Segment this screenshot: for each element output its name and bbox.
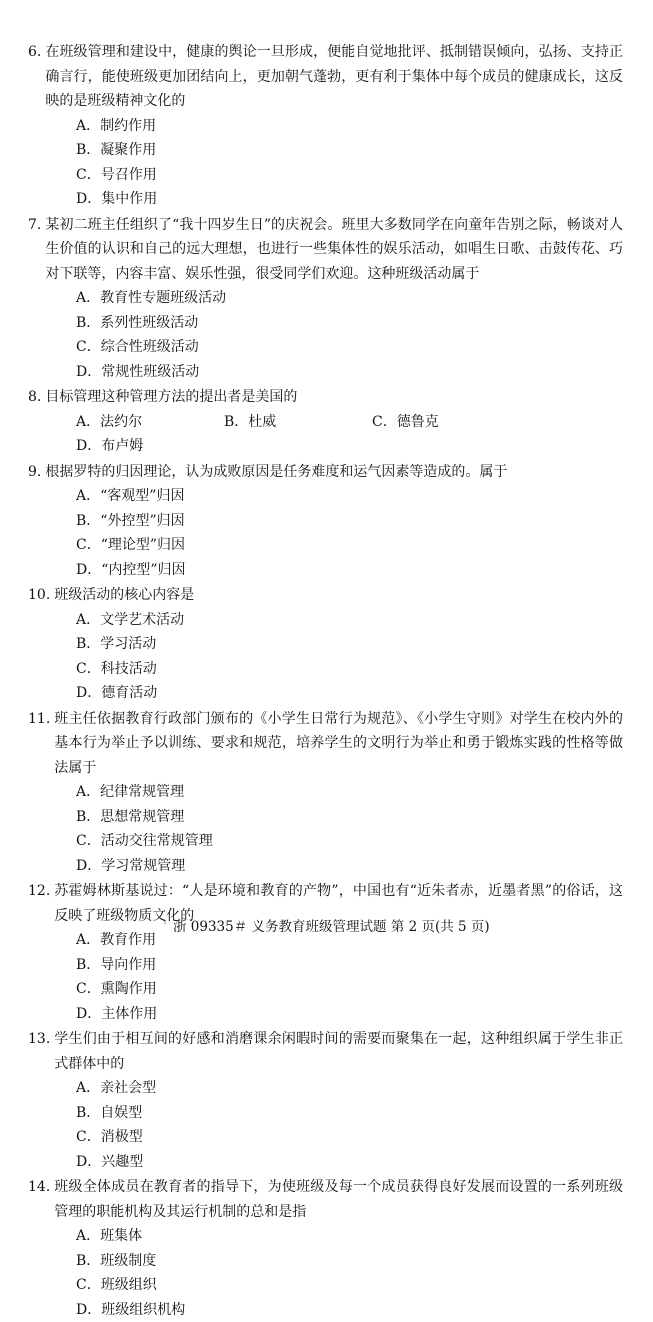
option-letter: C．: [76, 1273, 101, 1298]
option-text: 班集体: [100, 1228, 142, 1244]
option-letter: D．: [76, 558, 101, 583]
option-text: 班级制度: [100, 1253, 156, 1269]
option-list: [28, 1224, 623, 1322]
question-number: 12.: [28, 879, 54, 928]
option-text: 班级组织: [101, 1277, 157, 1293]
option-text: 布卢姆: [101, 438, 143, 454]
option-text: 制约作用: [100, 118, 156, 134]
option-text: 自娱型: [100, 1105, 142, 1121]
option-d: [76, 558, 372, 583]
question-item: [28, 460, 623, 583]
option-letter: C．: [76, 829, 101, 854]
option-text: 号召作用: [101, 167, 157, 183]
question-number: 8.: [28, 385, 45, 410]
option-c: [76, 163, 372, 188]
option-a: [76, 286, 372, 311]
option-a: [76, 608, 372, 633]
option-letter: A．: [76, 928, 100, 953]
question-item: [28, 879, 623, 1026]
option-letter: A．: [76, 484, 100, 509]
question-number: 9.: [28, 460, 45, 485]
option-text: 常规性班级活动: [101, 364, 199, 380]
question-number: 13.: [28, 1027, 54, 1076]
option-letter: A．: [76, 114, 100, 139]
question-stem: [28, 213, 623, 287]
question-list: [28, 40, 623, 1322]
question-item: [28, 213, 623, 385]
question-number: 6.: [28, 40, 45, 114]
option-letter: C．: [76, 1125, 101, 1150]
option-text: 教育作用: [100, 932, 156, 948]
option-text: 文学艺术活动: [100, 612, 184, 628]
option-letter: D．: [76, 854, 101, 879]
option-letter: B．: [76, 953, 100, 978]
option-text: 德鲁克: [397, 414, 439, 430]
question-text: 根据罗特的归因理论，认为成败原因是任务难度和运气因素等造成的。属于: [45, 460, 623, 485]
option-letter: A．: [76, 1076, 100, 1101]
option-c: [76, 335, 372, 360]
question-stem: [28, 583, 623, 608]
question-text: 苏霍姆林斯基说过：“人是环境和教育的产物”，中国也有“近朱者赤，近墨者黑”的俗话，这反映了班级物质文化的: [54, 879, 623, 928]
option-letter: A．: [76, 780, 100, 805]
option-text: “外控型”归因: [100, 513, 184, 529]
question-item: [28, 1027, 623, 1174]
option-letter: C．: [76, 533, 101, 558]
question-stem: [28, 707, 623, 781]
question-stem: [28, 1175, 623, 1224]
page-footer: [0, 915, 653, 935]
option-text: 活动交往常规管理: [101, 833, 213, 849]
option-d: [76, 854, 372, 879]
option-d: [76, 187, 372, 212]
option-list: [28, 780, 623, 878]
option-text: 杜威: [248, 414, 276, 430]
question-number: 14.: [28, 1175, 54, 1224]
option-text: 教育性专题班级活动: [100, 290, 226, 306]
option-text: 凝聚作用: [100, 142, 156, 158]
option-letter: B．: [76, 632, 100, 657]
option-b: [76, 805, 372, 830]
option-letter: B．: [76, 805, 100, 830]
option-text: 兴趣型: [101, 1154, 143, 1170]
question-text: 学生们由于相互间的好感和消磨课余闲暇时间的需要而聚集在一起，这种组织属于学生非正式群体中的: [54, 1027, 623, 1076]
option-letter: A．: [76, 608, 100, 633]
option-text: 班级组织机构: [101, 1302, 185, 1318]
option-d: [76, 681, 372, 706]
option-b: [76, 1101, 372, 1126]
option-b: [76, 632, 372, 657]
footer-text: 浙 09335＃ 义务教育班级管理试题 第 2 页(共 5 页): [173, 919, 490, 935]
question-text: 目标管理这种管理方法的提出者是美国的: [45, 385, 623, 410]
question-text: 班主任依据教育行政部门颁布的《小学生日常行为规范》、《小学生守则》对学生在校内外的基本行为举止予以训练、要求和规范，培养学生的文明行为举止和勇于锻炼实践的性格等做法属于: [54, 707, 623, 781]
option-text: “内控型”归因: [101, 562, 185, 578]
option-c: [372, 410, 520, 435]
option-a: [76, 780, 372, 805]
option-letter: B．: [76, 1101, 100, 1126]
option-c: [76, 657, 372, 682]
option-list: [28, 928, 623, 1026]
option-text: 集中作用: [101, 191, 157, 207]
option-d: [76, 1002, 372, 1027]
question-text: 班级活动的核心内容是: [54, 583, 623, 608]
option-letter: D．: [76, 187, 101, 212]
question-number: 11.: [28, 707, 54, 781]
option-c: [76, 1273, 372, 1298]
option-b: [76, 138, 372, 163]
option-a: [76, 410, 224, 435]
footer-mark: ': [163, 919, 167, 935]
option-b: [76, 1249, 372, 1274]
option-d: [76, 434, 224, 459]
option-text: 科技活动: [101, 661, 157, 677]
option-letter: D．: [76, 434, 101, 459]
option-letter: D．: [76, 1298, 101, 1322]
option-text: 熏陶作用: [101, 981, 157, 997]
option-letter: D．: [76, 1150, 101, 1175]
question-stem: [28, 1027, 623, 1076]
option-b: [76, 311, 372, 336]
option-letter: B．: [76, 509, 100, 534]
option-letter: D．: [76, 681, 101, 706]
question-stem: [28, 460, 623, 485]
option-text: 综合性班级活动: [101, 339, 199, 355]
question-text: 在班级管理和建设中，健康的舆论一旦形成，便能自觉地批评、抵制错误倾向，弘扬、支持正确言行，能使班级更加团结向上，更加朝气蓬勃，更有利于集体中每个成员的健康成长，这反映的是班级精神文化的: [45, 40, 623, 114]
question-item: [28, 1175, 623, 1322]
option-letter: B．: [76, 311, 100, 336]
option-letter: C．: [76, 977, 101, 1002]
option-d: [76, 1150, 372, 1175]
question-stem: [28, 385, 623, 410]
option-b: [76, 509, 372, 534]
option-list: [28, 114, 623, 212]
option-letter: C．: [372, 410, 397, 435]
option-b: [76, 953, 372, 978]
option-letter: D．: [76, 360, 101, 385]
option-letter: B．: [76, 1249, 100, 1274]
option-letter: A．: [76, 286, 100, 311]
question-item: [28, 707, 623, 879]
question-item: [28, 40, 623, 212]
option-c: [76, 533, 372, 558]
option-text: 系列性班级活动: [100, 315, 198, 331]
question-text: 班级全体成员在教育者的指导下，为使班级及每一个成员获得良好发展而设置的一系列班级管理的职能机构及其运行机制的总和是指: [54, 1175, 623, 1224]
question-number: 7.: [28, 213, 45, 287]
option-a: [76, 484, 372, 509]
option-list: [28, 608, 623, 706]
option-text: 学习常规管理: [101, 858, 185, 874]
option-text: 纪律常规管理: [100, 784, 184, 800]
option-text: 法约尔: [100, 414, 142, 430]
option-c: [76, 977, 372, 1002]
option-c: [76, 829, 372, 854]
option-text: 消极型: [101, 1129, 143, 1145]
option-text: “理论型”归因: [101, 537, 185, 553]
question-stem: [28, 40, 623, 114]
question-item: [28, 385, 623, 459]
option-text: 亲社会型: [100, 1080, 156, 1096]
option-text: 学习活动: [100, 636, 156, 652]
option-letter: C．: [76, 335, 101, 360]
question-text: 某初二班主任组织了“我十四岁生日”的庆祝会。班里大多数同学在向童年告别之际，畅谈对人生价值的认识和自己的远大理想，也进行一些集体性的娱乐活动，如唱生日歌、击鼓传花、巧对下联等，内容丰富、娱乐性强，很受同学们欢迎。这种班级活动属于: [45, 213, 623, 287]
option-text: “客观型”归因: [100, 488, 184, 504]
option-d: [76, 360, 372, 385]
option-c: [76, 1125, 372, 1150]
option-text: 德育活动: [101, 685, 157, 701]
option-letter: C．: [76, 657, 101, 682]
option-letter: B．: [224, 410, 248, 435]
option-text: 导向作用: [100, 957, 156, 973]
option-text: 思想常规管理: [100, 809, 184, 825]
option-list: [28, 484, 623, 582]
option-letter: C．: [76, 163, 101, 188]
question-number: 10.: [28, 583, 54, 608]
option-text: 主体作用: [101, 1006, 157, 1022]
option-b: [224, 410, 372, 435]
option-list: [28, 410, 623, 459]
option-letter: D．: [76, 1002, 101, 1027]
option-list: [28, 1076, 623, 1174]
question-item: [28, 583, 623, 706]
option-list: [28, 286, 623, 384]
option-d: [76, 1298, 372, 1322]
option-a: [76, 114, 372, 139]
option-letter: B．: [76, 138, 100, 163]
option-letter: A．: [76, 410, 100, 435]
option-letter: A．: [76, 1224, 100, 1249]
option-a: [76, 1224, 372, 1249]
option-a: [76, 1076, 372, 1101]
